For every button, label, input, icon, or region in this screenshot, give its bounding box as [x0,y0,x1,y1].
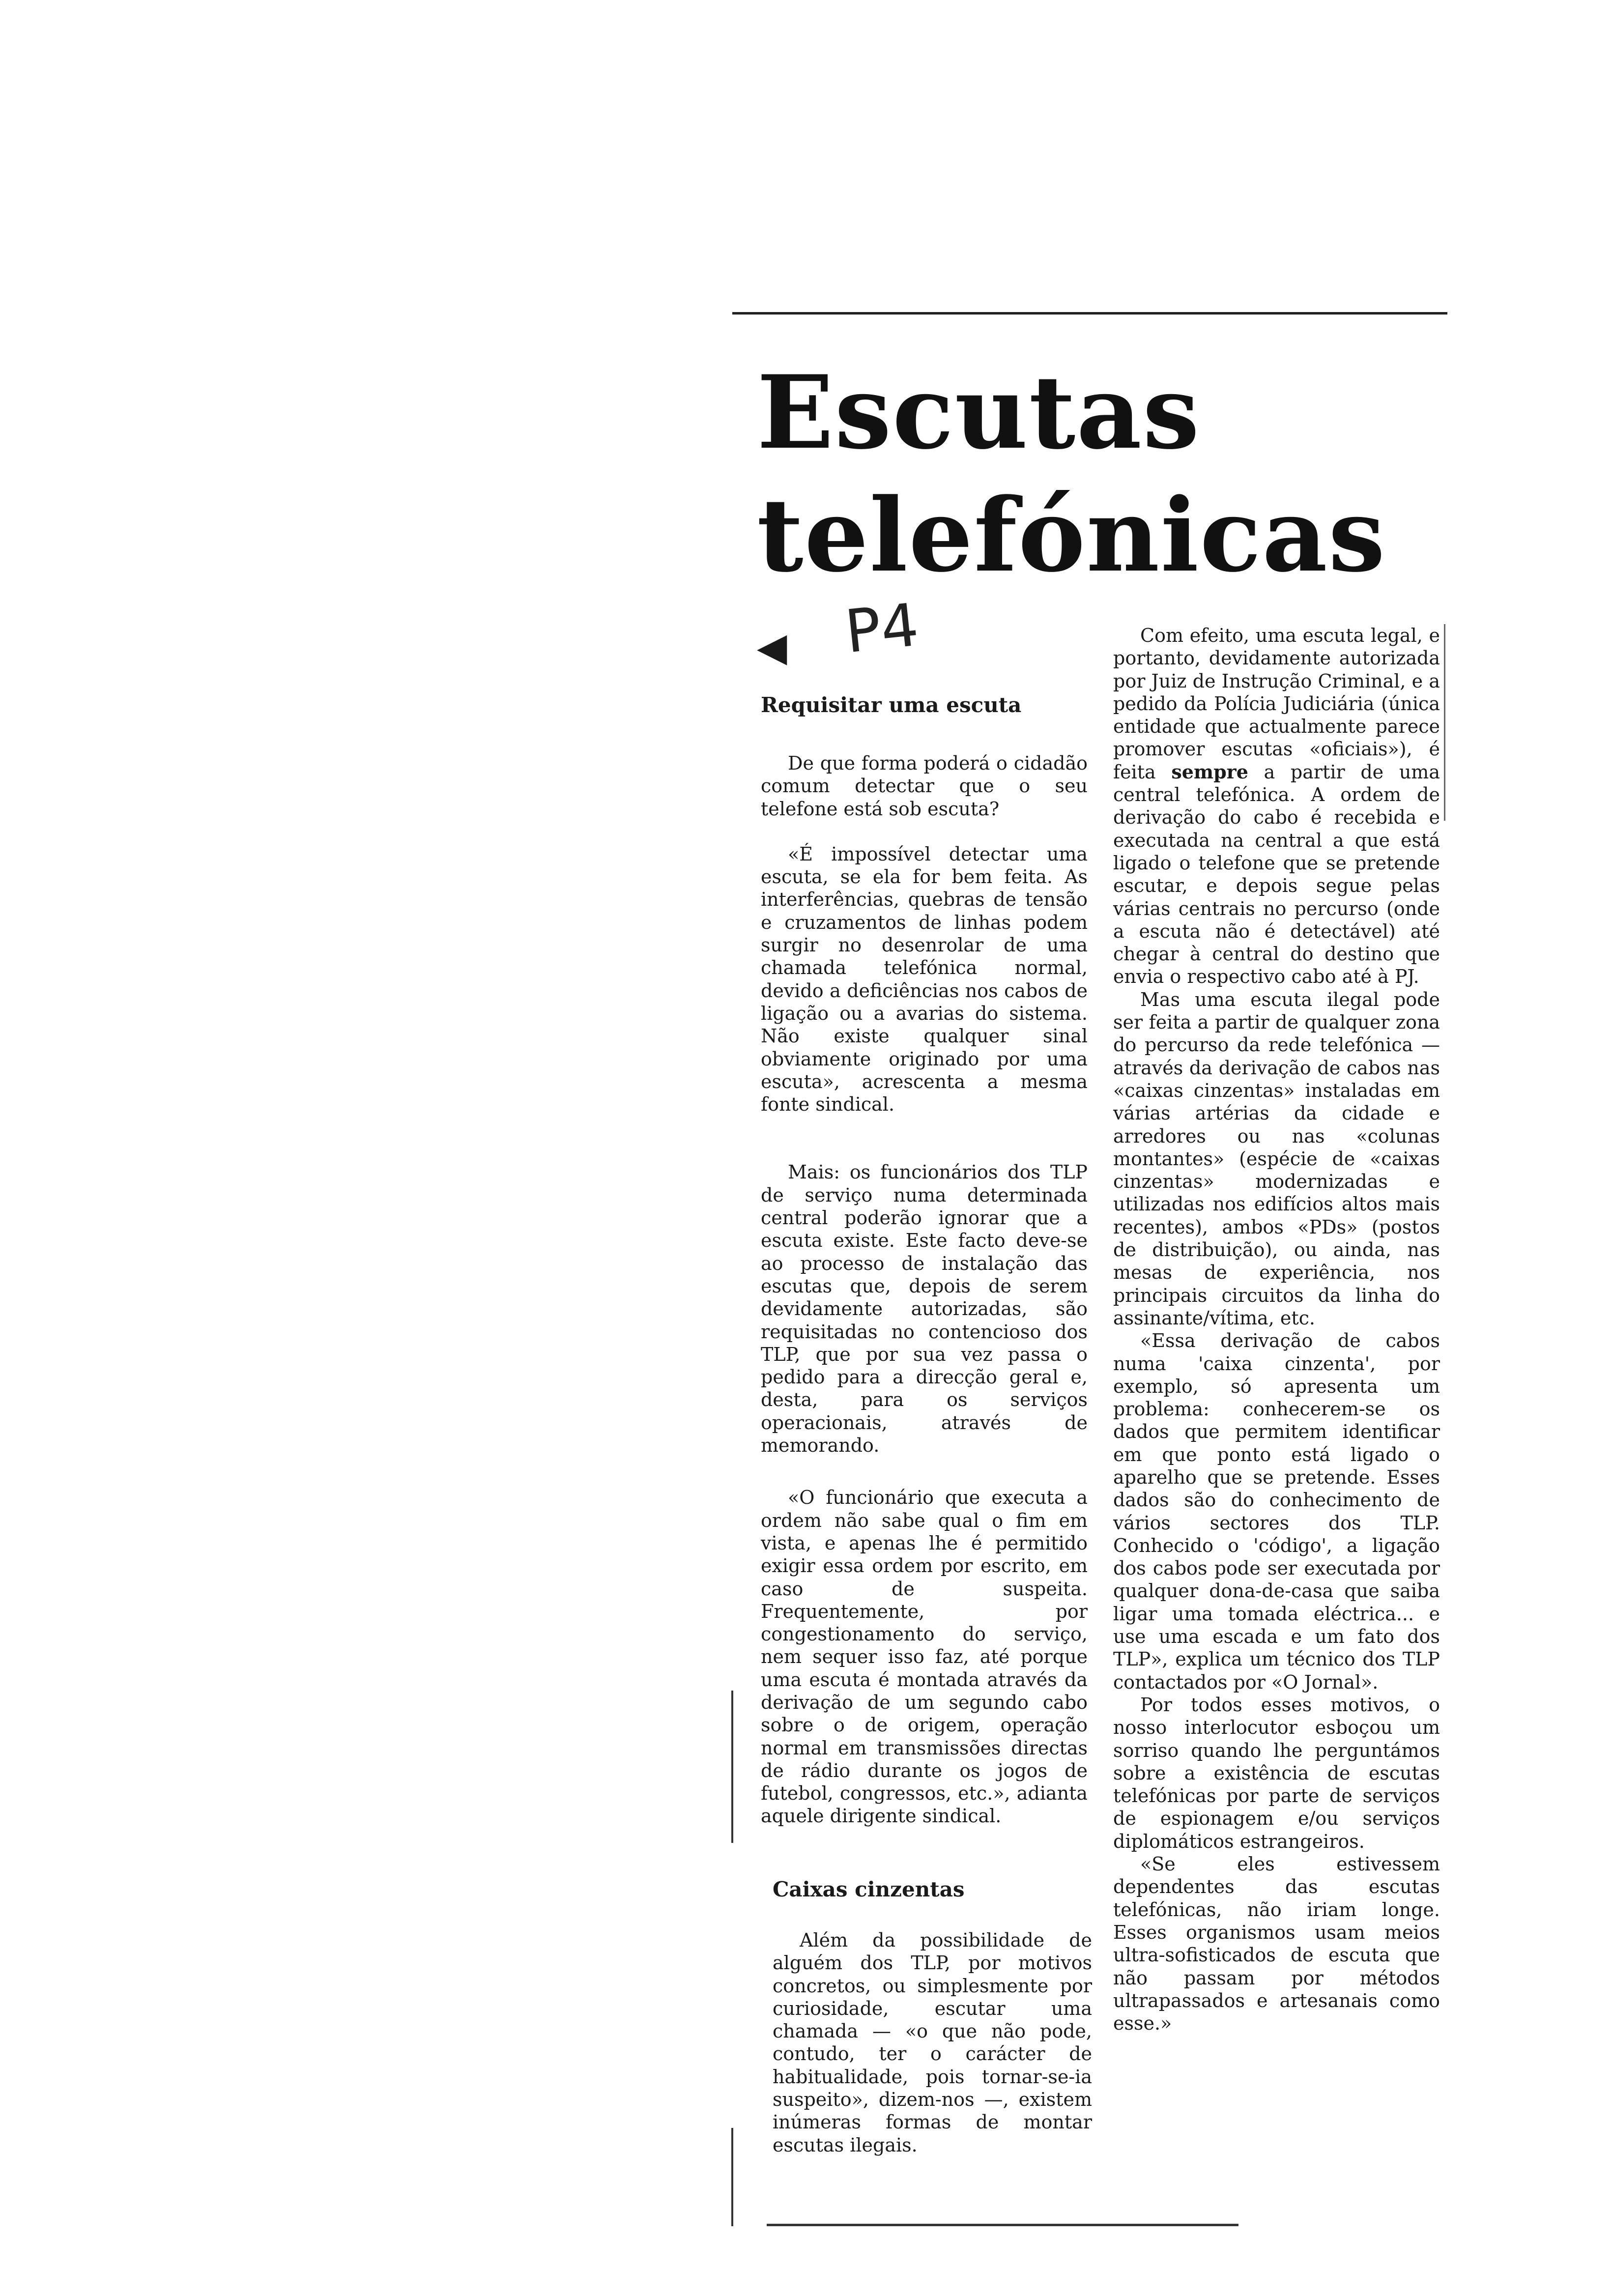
top-rule [732,312,1447,315]
headline-line-1: Escutas [757,354,1201,472]
paragraph: Com efeito, uma escuta legal, e portanto, devidamente autorizada por Juiz de Instrução Criminal, e a pedido da Polícia Judiciária (única entidade que actualmente parece promover escutas «oficiais»), é feita sempre a partir de uma central telefónica. A ordem de derivação do cabo é recebida e executada na central a que está ligado o telefone que se pretende escutar, e depois segue pelas várias centrais no percurso (onde a escuta não é detectável) até chegar à central do destino que envia o respectivo cabo até à PJ. [1113,625,1440,988]
paragraph: «O funcionário que executa a ordem não sabe qual o fim em vista, e apenas lhe é permitido exigir essa ordem por escrito, em caso de suspeita. Frequentemente, por congestionamento do serviço, nem sequer isso faz, até porque uma escuta é montada através da derivação de um segundo cabo sobre o de origem, operação normal em transmissões directas de rádio durante os jogos de futebol, congressos, etc.», adianta aquele dirigente sindical. [761,1487,1088,1827]
paragraph: De que forma poderá o cidadão comum detectar que o seu telefone está sob escuta? [761,752,1088,820]
left-arrow-icon: ◀ [757,624,787,670]
column-right [1113,624,1440,2035]
paragraph: Por todos esses motivos, o nosso interlocutor esboçou um sorriso quando lhe perguntámos sobre a existência de escutas telefónicas por parte de serviços de espionagem e/ou serviços diplomáticos estrangeiros. [1113,1693,1440,1852]
bottom-rule [767,2224,1238,2226]
paragraph: Mas uma escuta ilegal pode ser feita a partir de qualquer zona do percurso da rede telefónica — através da derivação de cabos nas «caixas cinzentas» instaladas em várias artérias da cidade e arredores ou nas «colunas montantes» (espécie de «caixas cinzentas» modernizadas e utilizadas nos edifícios altos mais recentes), ambos «PDs» (postos de distribuição), ou ainda, nas mesas de experiência, nos principais circuitos da linha do assinante/vítima, etc. [1113,988,1440,1329]
headline-line-2: telefónicas [757,477,1386,595]
column-left-bottom [773,1929,1092,2156]
column-rule [1444,624,1445,821]
paragraph: «Se eles estivessem dependentes das escutas telefónicas, não iriam longe. Esses organismos usam meios ultra-sofisticados de escuta que não passam por métodos ultrapassados e artesanais como esse.» [1113,1853,1440,2035]
section-title-requisitar: Requisitar uma escuta [761,693,1022,717]
column-left-top [761,752,1088,1850]
paragraph: Mais: os funcionários dos TLP de serviço numa determinada central poderão ignorar que a escuta existe. Este facto deve-se ao processo de instalação das escutas que, depois de serem devidamente autorizadas, são requisitadas no contencioso dos TLP, que por sua vez passa o pedido para a direcção geral e, desta, para os serviços operacionais, através de memorando. [761,1161,1088,1457]
column-rule [731,1691,733,1843]
column-rule [731,2128,733,2226]
section-title-caixas: Caixas cinzentas [773,1877,965,1901]
paragraph: Além da possibilidade de alguém dos TLP, por motivos concretos, ou simplesmente por curiosidade, escutar uma chamada — «o que não pode, contudo, ter o carácter de habitualidade, pois tornar-se-ia suspeito», dizem-nos —, existem inúmeras formas de montar escutas ilegais. [773,1929,1092,2156]
paragraph: «Essa derivação de cabos numa 'caixa cinzenta', por exemplo, só apresenta um problema: conhecerem-se os dados que permitem identificar em que ponto está ligado o aparelho que se pretende. Esses dados são do conhecimento de vários sectores dos TLP. Conhecido o 'código', a ligação dos cabos pode ser executada por qualquer dona-de-casa que saiba ligar uma tomada eléctrica... e use uma escada e um fato dos TLP», explica um técnico dos TLP contactados por «O Jornal». [1113,1330,1440,1693]
paragraph: «É impossível detectar uma escuta, se ela for bem feita. As interferências, quebras de tensão e cruzamentos de linhas podem surgir no desenrolar de uma chamada telefónica normal, devido a deficiências nos cabos de ligação ou a avarias do sistema. Não existe qualquer sinal obviamente originado por uma escuta», acrescenta a mesma fonte sindical. [761,843,1088,1116]
headline [757,351,1386,597]
handwritten-note: P4 [842,591,922,667]
